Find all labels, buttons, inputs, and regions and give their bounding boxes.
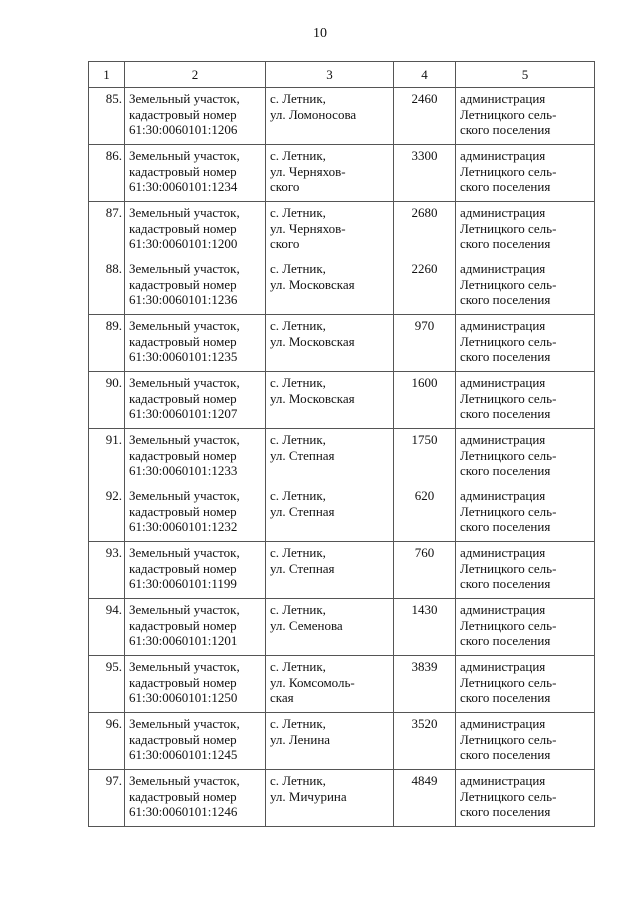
address-cell [266,372,394,429]
area-cell: 1750 [394,429,456,486]
address-line: ская [270,690,294,705]
owner-cell [456,542,595,599]
area-cell: 2260 [394,258,456,315]
owner-cell [456,315,595,372]
object-line: 61:30:0060101:1234 [129,179,238,194]
owner-line: ского поселения [460,576,551,591]
object-line: кадастровый номер [129,503,237,519]
object-line: Земельный участок, [129,659,240,674]
object-line: Земельный участок, [129,432,240,447]
owner-line: администрация [460,716,546,731]
owner-line: ского поселения [460,747,551,762]
address-line: с. Летник, [270,432,326,447]
row-number: 86. [89,145,125,202]
object-line: 61:30:0060101:1245 [129,747,238,762]
object-line: Земельный участок, [129,602,240,617]
owner-line: ского поселения [460,463,551,478]
area-cell: 3520 [394,713,456,770]
owner-line: ского поселения [460,236,551,251]
table-row [89,713,595,770]
address-line: ул. Черняхов- [270,220,346,236]
object-line: Земельный участок, [129,716,240,731]
row-number: 89. [89,315,125,372]
owner-line: Летницкого сель- [460,560,557,576]
row-number: 85. [89,88,125,145]
owner-line: Летницкого сель- [460,617,557,633]
address-line: с. Летник, [270,261,326,276]
address-line: с. Летник, [270,716,326,731]
address-line: ул. Степная [270,447,335,463]
owner-line: ского поселения [460,406,551,421]
owner-line: Летницкого сель- [460,276,557,292]
address-line: ул. Комсомоль- [270,674,355,690]
address-cell [266,429,394,486]
address-line: ул. Черняхов- [270,163,346,179]
row-number: 95. [89,656,125,713]
owner-line: ского поселения [460,804,551,819]
owner-line: ского поселения [460,519,551,534]
owner-line: Летницкого сель- [460,731,557,747]
address-cell [266,485,394,542]
address-line: ул. Степная [270,503,335,519]
owner-cell [456,770,595,827]
table-row [89,202,595,259]
header-row [89,62,595,88]
address-line: с. Летник, [270,91,326,106]
owner-line: Летницкого сель- [460,390,557,406]
header-col-4: 4 [394,62,456,88]
row-number: 94. [89,599,125,656]
owner-line: Летницкого сель- [460,674,557,690]
object-line: Земельный участок, [129,375,240,390]
object-line: Земельный участок, [129,773,240,788]
owner-line: администрация [460,432,546,447]
owner-cell [456,599,595,656]
object-cell [125,713,266,770]
owner-cell [456,145,595,202]
object-line: кадастровый номер [129,390,237,406]
header-col-5: 5 [456,62,595,88]
object-line: кадастровый номер [129,163,237,179]
owner-cell [456,485,595,542]
address-line: ул. Степная [270,560,335,576]
object-line: кадастровый номер [129,560,237,576]
object-line: кадастровый номер [129,788,237,804]
owner-cell [456,713,595,770]
address-line: ул. Московская [270,276,355,292]
address-line: ул. Ломоносова [270,106,357,122]
owner-line: ского поселения [460,633,551,648]
object-line: Земельный участок, [129,261,240,276]
object-line: кадастровый номер [129,674,237,690]
table-row [89,258,595,315]
address-cell [266,713,394,770]
owner-line: Летницкого сель- [460,447,557,463]
owner-cell [456,88,595,145]
owner-line: администрация [460,318,546,333]
owner-line: ского поселения [460,292,551,307]
owner-cell [456,202,595,259]
area-cell: 1600 [394,372,456,429]
area-cell: 760 [394,542,456,599]
table-row [89,656,595,713]
owner-line: администрация [460,375,546,390]
area-cell: 2460 [394,88,456,145]
row-number: 88. [89,258,125,315]
area-cell: 3300 [394,145,456,202]
address-line: с. Летник, [270,545,326,560]
address-line: с. Летник, [270,318,326,333]
object-cell [125,258,266,315]
owner-line: администрация [460,488,546,503]
address-cell [266,599,394,656]
table-row [89,88,595,145]
owner-line: администрация [460,659,546,674]
address-line: с. Летник, [270,602,326,617]
table-row [89,485,595,542]
object-line: Земельный участок, [129,91,240,106]
address-line: с. Летник, [270,773,326,788]
area-cell: 3839 [394,656,456,713]
owner-line: администрация [460,602,546,617]
address-cell [266,258,394,315]
address-line: ул. Ленина [270,731,331,747]
object-line: Земельный участок, [129,545,240,560]
object-cell [125,202,266,259]
address-cell [266,202,394,259]
object-line: Земельный участок, [129,205,240,220]
table-row [89,770,595,827]
owner-cell [456,372,595,429]
address-cell [266,88,394,145]
table-row [89,315,595,372]
object-line: 61:30:0060101:1201 [129,633,238,648]
object-line: 61:30:0060101:1233 [129,463,238,478]
address-line: с. Летник, [270,375,326,390]
object-cell [125,485,266,542]
object-line: 61:30:0060101:1200 [129,236,238,251]
object-line: кадастровый номер [129,106,237,122]
header-col-3: 3 [266,62,394,88]
table-row [89,372,595,429]
row-number: 93. [89,542,125,599]
object-line: 61:30:0060101:1199 [129,576,237,591]
owner-cell [456,656,595,713]
area-cell: 1430 [394,599,456,656]
object-line: кадастровый номер [129,276,237,292]
address-line: ул. Московская [270,390,355,406]
object-line: 61:30:0060101:1250 [129,690,238,705]
row-number: 97. [89,770,125,827]
area-cell: 2680 [394,202,456,259]
property-table [88,61,595,827]
object-line: 61:30:0060101:1206 [129,122,238,137]
header-col-2: 2 [125,62,266,88]
owner-line: ского поселения [460,179,551,194]
address-cell [266,315,394,372]
object-line: 61:30:0060101:1207 [129,406,238,421]
owner-cell [456,258,595,315]
address-cell [266,542,394,599]
owner-line: ского поселения [460,349,551,364]
object-line: кадастровый номер [129,731,237,747]
object-line: 61:30:0060101:1235 [129,349,238,364]
address-line: ского [270,179,300,194]
owner-line: Летницкого сель- [460,106,557,122]
object-cell [125,429,266,486]
object-line: Земельный участок, [129,148,240,163]
table-row [89,599,595,656]
row-number: 90. [89,372,125,429]
object-line: 61:30:0060101:1236 [129,292,238,307]
address-line: ул. Мичурина [270,788,347,804]
object-cell [125,145,266,202]
object-line: кадастровый номер [129,447,237,463]
table-body [89,88,595,827]
area-cell: 970 [394,315,456,372]
owner-line: Летницкого сель- [460,333,557,349]
object-cell [125,372,266,429]
owner-line: ского поселения [460,690,551,705]
object-line: кадастровый номер [129,617,237,633]
row-number: 87. [89,202,125,259]
object-line: кадастровый номер [129,220,237,236]
address-line: ского [270,236,300,251]
owner-line: администрация [460,773,546,788]
owner-line: Летницкого сель- [460,220,557,236]
object-line: 61:30:0060101:1246 [129,804,238,819]
area-cell: 620 [394,485,456,542]
row-number: 92. [89,485,125,542]
owner-line: Летницкого сель- [460,163,557,179]
object-line: Земельный участок, [129,318,240,333]
object-cell [125,599,266,656]
address-line: с. Летник, [270,148,326,163]
address-cell [266,656,394,713]
table-row [89,429,595,486]
object-cell [125,88,266,145]
area-cell: 4849 [394,770,456,827]
object-line: 61:30:0060101:1232 [129,519,238,534]
row-number: 91. [89,429,125,486]
table-row [89,145,595,202]
owner-line: администрация [460,205,546,220]
address-line: ул. Семенова [270,617,343,633]
header-col-1: 1 [89,62,125,88]
row-number: 96. [89,713,125,770]
owner-line: администрация [460,91,546,106]
page-number: 10 [313,26,327,41]
owner-line: администрация [460,261,546,276]
owner-line: администрация [460,545,546,560]
address-line: с. Летник, [270,488,326,503]
address-line: с. Летник, [270,659,326,674]
address-line: ул. Московская [270,333,355,349]
owner-line: администрация [460,148,546,163]
owner-cell [456,429,595,486]
address-line: с. Летник, [270,205,326,220]
object-cell [125,656,266,713]
object-cell [125,315,266,372]
object-line: кадастровый номер [129,333,237,349]
object-cell [125,770,266,827]
address-cell [266,145,394,202]
object-cell [125,542,266,599]
object-line: Земельный участок, [129,488,240,503]
address-cell [266,770,394,827]
owner-line: ского поселения [460,122,551,137]
table-row [89,542,595,599]
owner-line: Летницкого сель- [460,788,557,804]
owner-line: Летницкого сель- [460,503,557,519]
